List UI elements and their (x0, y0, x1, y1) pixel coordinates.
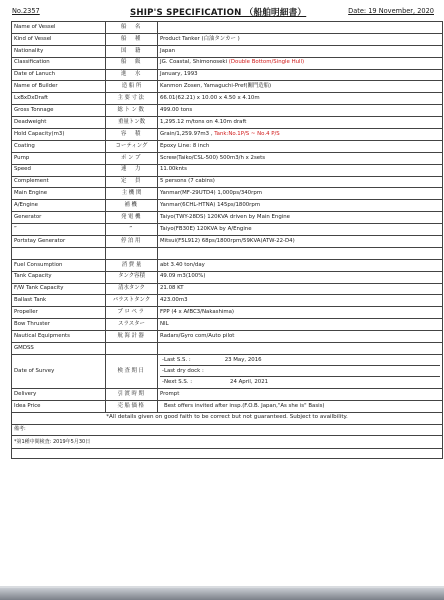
spec-value (158, 259, 443, 271)
spec-row (12, 247, 443, 259)
spec-row (12, 22, 443, 34)
spec-value-text: 66.01(62.21) x 10.00 x 4.50 x 4.10m (160, 95, 260, 102)
spec-label-jp: 船 種 (106, 33, 158, 45)
spec-label-jp: 清水タンク (106, 283, 158, 295)
spec-value-text: Taiyo(TWY-28DS) 120KVA driven by Main Engine (160, 213, 290, 220)
spec-value-text: 5 persons (7 cabins) (160, 178, 215, 185)
spec-label-jp: 発電機 (106, 212, 158, 224)
remark-text-row (12, 436, 443, 449)
spec-label-en: Generator (12, 212, 106, 224)
spec-label-en: Kind of Vessel (12, 33, 106, 45)
spec-label-en: Main Engine (12, 188, 106, 200)
spec-label-jp: 進 水 (106, 69, 158, 81)
remark-label: 備考: (12, 424, 443, 436)
spec-value-text: Yanmar(6CHL-HTNA) 145ps/1800rpm (160, 202, 261, 209)
spec-row (12, 57, 443, 69)
idea-price-value: Best offers invited after insp.(F.O.B. Japan,"As she is" Basis) (158, 400, 443, 412)
spec-value (158, 152, 443, 164)
last-ss-label: -Last S.S. : (162, 356, 191, 363)
spec-value-text: 423.00m3 (160, 297, 188, 304)
spec-label-jp: 総トン数 (106, 105, 158, 117)
spec-value-highlight: (Double Bottom/Single Hull) (228, 59, 305, 66)
document-number: No.2357 (12, 7, 40, 15)
spec-row (12, 93, 443, 105)
delivery-label-jp: 引渡時期 (106, 388, 158, 400)
delivery-value: Prompt (158, 388, 443, 400)
spec-label-jp: 船 級 (106, 57, 158, 69)
spec-value (158, 81, 443, 93)
spec-value-text: Screw(Taiko/CSL-500) 500m3/h x 2sets (160, 154, 265, 161)
spec-value (158, 343, 443, 355)
spec-label-jp: 航海計器 (106, 331, 158, 343)
spec-label-en: Name of Vessel (12, 22, 106, 34)
spec-value-text: 21.08 KT (160, 285, 184, 292)
spec-value-text: abt 3.40 ton/day (160, 261, 205, 268)
spec-value (158, 247, 443, 259)
spec-value-text: 499.00 tons (160, 106, 193, 113)
spec-label-jp (106, 343, 158, 355)
spec-label-en: Ballast Tank (12, 295, 106, 307)
spec-row (12, 69, 443, 81)
spec-label-jp: 定 員 (106, 176, 158, 188)
spec-table (11, 21, 443, 459)
spec-label-en: GMDSS (12, 343, 106, 355)
spec-label-en: Gross Tonnage (12, 105, 106, 117)
spec-label-en: A/Engine (12, 200, 106, 212)
spec-label-en: Bow Thruster (12, 319, 106, 331)
spec-row (12, 188, 443, 200)
spec-label-en: Nautical Equipments (12, 331, 106, 343)
spec-value (158, 57, 443, 69)
spec-row (12, 331, 443, 343)
spec-row (12, 81, 443, 93)
spec-row (12, 176, 443, 188)
spec-row (12, 33, 443, 45)
spec-value-text: Japan (160, 47, 176, 54)
spec-label-jp: 主要寸法 (106, 93, 158, 105)
document-header (10, 7, 436, 19)
spec-label-en: F/W Tank Capacity (12, 283, 106, 295)
spec-label-en: LxBxDxDraft (12, 93, 106, 105)
idea-price-label-en: Idea Price (12, 400, 106, 412)
spec-label-jp: 主 機 関 (106, 188, 158, 200)
spec-row (12, 271, 443, 283)
spec-label-jp: プロペラ (106, 307, 158, 319)
spec-value (158, 22, 443, 34)
spec-row (12, 152, 443, 164)
spec-row (12, 117, 443, 129)
spec-label-en: Hold Capacity(m3) (12, 129, 106, 141)
spec-label-en: Tank Capacity (12, 271, 106, 283)
spec-row (12, 140, 443, 152)
last-ss-line (160, 355, 440, 366)
spec-label-en: ” (12, 224, 106, 236)
spec-value (158, 129, 443, 141)
spec-label-jp: 補機 (106, 200, 158, 212)
spec-value-text: JG. Coastal, Shimonoseki (160, 59, 229, 66)
spec-value-text: 1,295.12 m/tons on 4.10m draft (160, 118, 247, 125)
spec-value (158, 69, 443, 81)
spec-value (158, 188, 443, 200)
spec-label-jp: 国 籍 (106, 45, 158, 57)
scan-shadow (0, 588, 444, 600)
next-ss-label: -Next S.S. : (162, 378, 193, 385)
spec-value (158, 164, 443, 176)
idea-price-label-jp: 売船価格 (106, 400, 158, 412)
spec-value (158, 176, 443, 188)
spec-row (12, 283, 443, 295)
spec-label-jp: 重量トン数 (106, 117, 158, 129)
blank-row (12, 449, 443, 459)
spec-row (12, 343, 443, 355)
spec-value (158, 117, 443, 129)
spec-value-text: January, 1993 (160, 71, 198, 78)
spec-value-text: Epoxy Line: 8 inch (160, 142, 210, 149)
spec-value-text: FPP (4 x AℓBC3/Nakashima) (160, 309, 235, 316)
spec-value (158, 200, 443, 212)
spec-value-text: Product Tanker (白油タンカー ) (160, 35, 240, 42)
spec-label-jp: 速 力 (106, 164, 158, 176)
spec-value-text: 11.00knts (160, 166, 187, 173)
spec-value (158, 283, 443, 295)
spec-label-en: Date of Lanuch (12, 69, 106, 81)
last-dry-line (160, 366, 440, 377)
spec-label-en: Coating (12, 140, 106, 152)
spec-label-jp: ポンプ (106, 152, 158, 164)
spec-label-jp: 消 費 量 (106, 259, 158, 271)
spec-label-jp: タンク容積 (106, 271, 158, 283)
spec-row (12, 236, 443, 248)
spec-value-text: 49.09 m3(100%) (160, 273, 206, 280)
document-title: SHIP'S SPECIFICATION （船舶明細書） (130, 8, 307, 18)
remark-text: *第1種中間検査: 2019年5月30日 (12, 436, 443, 449)
next-ss-line (160, 377, 440, 388)
spec-value (158, 224, 443, 236)
spec-row (12, 224, 443, 236)
spec-row (12, 319, 443, 331)
spec-table-tail (12, 354, 443, 458)
survey-label-en: Date of Survey (12, 354, 106, 388)
remark-label-row (12, 424, 443, 436)
spec-row (12, 105, 443, 117)
spec-row (12, 212, 443, 224)
spec-label-en (12, 247, 106, 259)
spec-label-en: Propeller (12, 307, 106, 319)
document-date: Date: 19 November, 2020 (348, 7, 434, 15)
disclaimer-text: *All details given on good faith to be correct but not guaranteed. Subject to availbility. (12, 412, 443, 424)
delivery-row (12, 388, 443, 400)
spec-row (12, 45, 443, 57)
survey-label-jp: 検査期日 (106, 354, 158, 388)
spec-row (12, 129, 443, 141)
survey-row (12, 354, 443, 388)
spec-value-text: Mitsui(F5L912) 68ps/1800rpm/59KVA(ATW-22-D4) (160, 237, 295, 244)
spec-value-text: NIL (160, 321, 169, 327)
spec-label-en: Complement (12, 176, 106, 188)
next-ss-date: 24 April, 2021 (230, 378, 269, 385)
spec-table-body (12, 22, 443, 355)
last-dry-label: -Last dry dock : (162, 367, 204, 374)
spec-value (158, 319, 443, 331)
spec-label-jp (106, 247, 158, 259)
spec-label-en: Deadweight (12, 117, 106, 129)
idea-price-row (12, 400, 443, 412)
spec-value-text: Radars/Gyro com/Auto pilot (160, 332, 235, 339)
spec-value (158, 212, 443, 224)
spec-row (12, 164, 443, 176)
spec-label-jp: スラスター (106, 319, 158, 331)
spec-label-jp: コーティング (106, 140, 158, 152)
spec-label-en: Speed (12, 164, 106, 176)
spec-value (158, 45, 443, 57)
spec-value (158, 236, 443, 248)
spec-label-en: Classification (12, 57, 106, 69)
spec-label-jp: 造 船 所 (106, 81, 158, 93)
spec-row (12, 307, 443, 319)
spec-row (12, 200, 443, 212)
spec-value-text: Grain/1,259.97m3 , (160, 130, 215, 137)
disclaimer-row (12, 412, 443, 424)
spec-label-en: Portstay Generator (12, 236, 106, 248)
spec-row (12, 295, 443, 307)
spec-value-text: Taiyo(FB30E) 120KVA by A/Engine (160, 225, 252, 232)
spec-value (158, 331, 443, 343)
spec-value (158, 271, 443, 283)
spec-label-jp: バラストタンク (106, 295, 158, 307)
spec-value (158, 33, 443, 45)
spec-value (158, 295, 443, 307)
survey-values (158, 354, 443, 388)
spec-label-jp: ” (106, 224, 158, 236)
spec-value (158, 140, 443, 152)
spec-label-en: Pump (12, 152, 106, 164)
spec-row (12, 259, 443, 271)
spec-value (158, 105, 443, 117)
spec-value-highlight: Tank:No.1P/S ~ No.4 P/S (214, 130, 280, 137)
spec-value (158, 93, 443, 105)
delivery-label-en: Delivery (12, 388, 106, 400)
spec-label-en: Fuel Consumption (12, 259, 106, 271)
spec-value (158, 307, 443, 319)
spec-label-en: Nationality (12, 45, 106, 57)
spec-label-jp: 停泊用 (106, 236, 158, 248)
last-ss-date: 23 May, 2016 (224, 356, 262, 363)
spec-value-text: Yanmar(MF-29UTD4) 1,000ps/340rpm (160, 190, 262, 197)
spec-label-jp: 船 名 (106, 22, 158, 34)
spec-label-jp: 容 積 (106, 129, 158, 141)
spec-label-en: Name of Builder (12, 81, 106, 93)
spec-value-text: Kanmon Zosen, Yamaguchi-Pref(關門造船) (160, 83, 272, 90)
